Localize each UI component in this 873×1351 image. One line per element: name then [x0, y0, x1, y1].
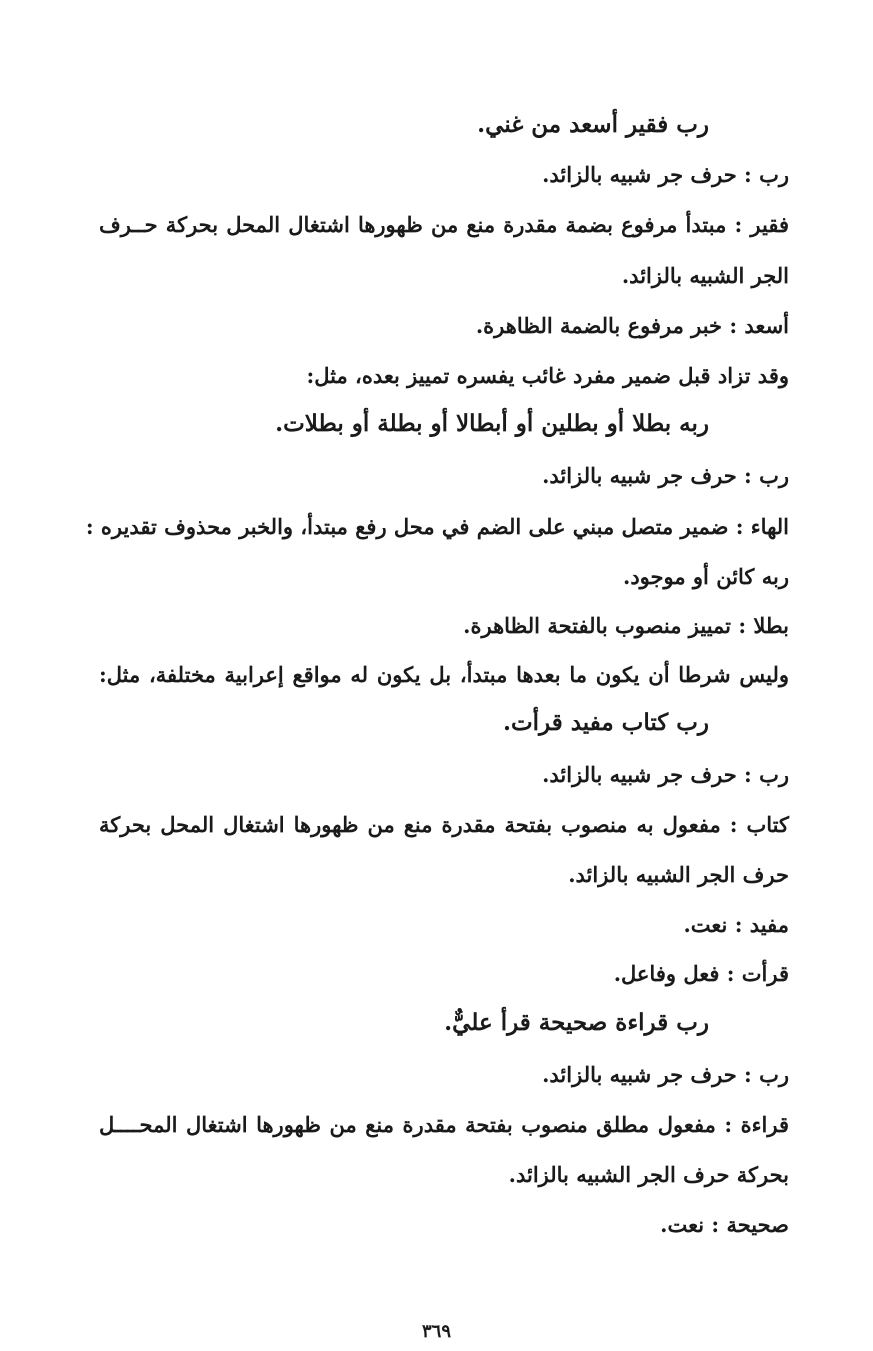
- parsing-line: صحيحة : نعت.: [660, 1212, 789, 1237]
- parsing-line-continuation: بحركة حرف الجر الشبيه بالزائد.: [508, 1162, 789, 1187]
- example-sentence: رب كتاب مفيد قرأت.: [502, 709, 709, 736]
- parsing-line-continuation: الجر الشبيه بالزائد.: [621, 263, 789, 288]
- parsing-line: فقير : مبتدأ مرفوع بضمة مقدرة منع من ظهورها اشتغال المحل بحركة حــرف: [99, 212, 789, 237]
- parsing-line: مفيد : نعت.: [683, 912, 789, 937]
- example-sentence: رب فقير أسعد من غني.: [477, 111, 709, 138]
- parsing-line: رب : حرف جر شبيه بالزائد.: [542, 1062, 789, 1087]
- parsing-line: قراءة : مفعول مطلق منصوب بفتحة مقدرة منع من ظهورها اشتغال المحــــل: [99, 1112, 789, 1137]
- parsing-line: رب : حرف جر شبيه بالزائد.: [542, 162, 789, 187]
- example-sentence: رب قراءة صحيحة قرأ عليٌّ.: [444, 1009, 709, 1036]
- parsing-line: كتاب : مفعول به منصوب بفتحة مقدرة منع من ظهورها اشتغال المحل بحركة: [99, 812, 789, 837]
- parsing-line: بطلا : تمييز منصوب بالفتحة الظاهرة.: [463, 613, 789, 638]
- parsing-line-continuation: ربه كائن أو موجود.: [623, 564, 789, 589]
- explanation-line: وليس شرطا أن يكون ما بعدها مبتدأ، بل يكون له مواقع إعرابية مختلفة، مثل:: [99, 662, 789, 687]
- parsing-line: رب : حرف جر شبيه بالزائد.: [542, 762, 789, 787]
- explanation-line: وقد تزاد قبل ضمير مفرد غائب يفسره تمييز بعده، مثل:: [306, 363, 789, 388]
- parsing-line: أسعد : خبر مرفوع بالضمة الظاهرة.: [475, 313, 789, 338]
- parsing-line: قرأت : فعل وفاعل.: [613, 961, 789, 986]
- parsing-line: رب : حرف جر شبيه بالزائد.: [542, 463, 789, 488]
- page-number: ٣٦٩: [421, 1321, 451, 1342]
- parsing-line-continuation: حرف الجر الشبيه بالزائد.: [568, 862, 789, 887]
- example-sentence: ربه بطلا أو بطلين أو أبطالا أو بطلة أو بطلات.: [275, 410, 709, 437]
- parsing-line: الهاء : ضمير متصل مبني على الضم في محل رفع مبتدأ، والخبر محذوف تقديره :: [85, 514, 789, 539]
